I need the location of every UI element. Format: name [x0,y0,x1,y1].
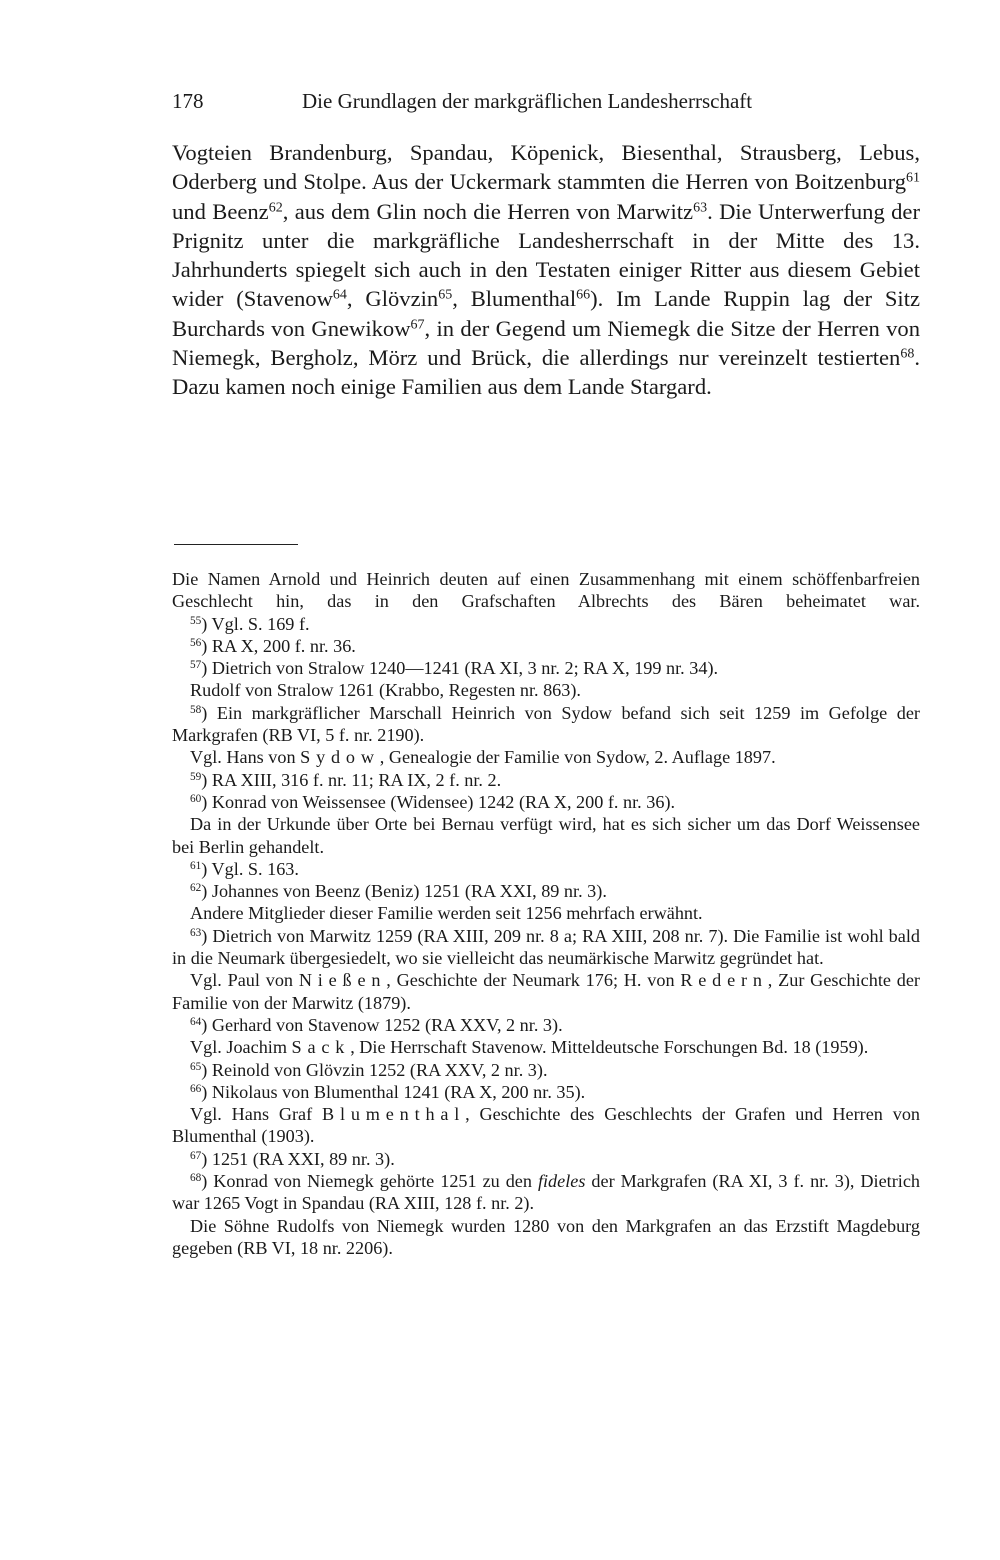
running-header [172,86,920,116]
text-run: . Dazu kamen noch einige Familien aus dem Lande Stargard. [172,345,920,400]
footnote [172,880,920,902]
footnotes [172,568,920,1259]
text-run: Die Namen Arnold und Heinrich deuten auf einen Zusammenhang mit einem schöffenbarfreien Geschlecht hin, das in den Grafschaften Albrechts des Bären beheimatet war. [172,569,920,612]
text-run: ). Im Lande Ruppin lag der Sitz Burchards von Gnewikow [172,286,920,341]
text-run: Die Söhne Rudolfs von Niemegk wurden 1280 von den Markgrafen an das Erzstift Magdeburg gegeben (RB VI, 18 nr. 2206). [172,1215,920,1258]
spaced-author-name: Sydow [300,747,380,768]
footnote-separator [174,544,298,545]
spaced-author-name: Redern [680,970,768,991]
text-run: , Glövzin [346,286,439,312]
text-run: , Blumenthal [452,286,577,312]
footnote-ref: 58 [190,703,202,716]
footnote-ref: 55 [190,614,202,627]
footnote-ref: 64 [332,288,347,304]
spaced-author-name: Sack [291,1037,351,1058]
text-run: ) 1251 (RA XXI, 89 nr. 3). [201,1148,395,1169]
footnote [172,613,920,635]
text-run: , Zur Geschichte der Familie von der Marwitz (1879). [172,970,920,1013]
text-run: Vgl. Joachim [190,1037,292,1058]
footnote [172,813,920,858]
page-number: 178 [172,89,204,113]
text-run: Vgl. Hans von [190,747,301,768]
footnote-ref: 56 [190,637,202,650]
footnote [172,679,920,701]
footnote-ref: 63 [693,200,708,216]
text-run: ) Konrad von Niemegk gehörte 1251 zu den [201,1171,538,1192]
footnote [172,657,920,679]
footnote-ref: 62 [190,882,202,895]
spaced-author-name: Blumenthal [322,1104,466,1125]
footnote-ref: 63 [190,926,202,939]
text-run: ) RA XIII, 316 f. nr. 11; RA IX, 2 f. nr. 2. [201,769,502,790]
footnote [172,1081,920,1103]
spaced-author-name: Nießen [298,970,387,991]
footnote [172,1014,920,1036]
text-run: ) Dietrich von Stralow 1240—1241 (RA XI, 3 nr. 2; RA X, 199 nr. 34). [201,658,719,679]
text-run: ) Vgl. S. 169 f. [201,613,310,634]
footnote-ref: 61 [190,860,202,872]
text-run: Rudolf von Stralow 1261 (Krabbo, Regesten nr. 863). [190,680,581,701]
footnote [172,791,920,813]
text-run: , Geschichte der Neumark 176; H. von [386,970,681,991]
footnote-ref: 66 [576,288,591,304]
main-text [172,138,920,402]
text-run: , Genealogie der Familie von Sydow, 2. Auflage 1897. [379,747,776,768]
text-run: der Markgrafen (RA XI, 3 f. nr. 3), Dietrich war 1265 Vogt in Spandau (RA XIII, 128 f. nr. 2). [172,1171,921,1214]
main-paragraph [172,138,920,402]
text-run: ) Dietrich von Marwitz 1259 (RA XIII, 209 nr. 8 a; RA XIII, 208 nr. 7). Die Familie ist wohl bald in die Neumark übergesiedelt, wo sie vielleicht das neumärkische Marwitz gegründet hat. [172,925,920,969]
footnote-ref: 67 [190,1149,202,1162]
footnote [172,769,920,791]
text-run: Vgl. Paul von [190,970,299,991]
text-run: Vogteien Brandenburg, Spandau, Köpenick, Biesenthal, Strausberg, Lebus, Oderberg und Stolpe. Aus der Uckermark stammten die Herren von Boitzenburg [172,140,920,195]
footnote [172,858,920,880]
text-run: . Die Unterwerfung der Prignitz unter die markgräfliche Landesherrschaft in der Mitte des 13. Jahrhunderts spiegelt sich auch in den Testaten einiger Ritter aus diesem Gebiet wider (Stavenow [172,198,920,312]
text-run: ) Gerhard von Stavenow 1252 (RA XXV, 2 nr. 3). [201,1014,563,1035]
footnote-ref: 62 [268,200,283,216]
footnote-ref: 59 [190,770,202,783]
footnote-ref: 68 [190,1172,202,1185]
footnote-ref: 60 [190,793,202,806]
footnote [172,1215,920,1260]
text-run: ) Ein markgräflicher Marschall Heinrich von Sydow befand sich seit 1259 im Gefolge der Markgrafen (RB VI, 5 f. nr. 2190). [172,702,920,746]
text-run: Vgl. Hans Graf [190,1104,323,1125]
text-run: ) Reinold von Glövzin 1252 (RA XXV, 2 nr. 3). [201,1059,548,1080]
text-run: , Geschichte des Geschlechts der Grafen und Herren von Blumenthal (1903). [172,1104,921,1147]
text-run: , in der Gegend um Niemegk die Sitze der Herren von Niemegk, Bergholz, Mörz und Brück, die allerdings nur vereinzelt testierten [172,315,920,371]
running-title: Die Grundlagen der markgräflichen Landesherrschaft [302,89,753,113]
footnote-ref: 67 [410,317,425,333]
footnote [172,969,920,1014]
text-run: Andere Mitglieder dieser Familie werden seit 1256 mehrfach erwähnt. [190,903,703,924]
footnote-ref: 68 [900,346,915,362]
footnote-ref: 65 [190,1060,202,1073]
footnote [172,635,920,657]
footnote [172,1059,920,1081]
footnote [172,702,920,747]
text-run: Da in der Urkunde über Orte bei Bernau verfügt wird, hat es sich sicher um das Dorf Weissensee bei Berlin gehandelt. [172,814,920,857]
footnote [172,1148,920,1170]
text-run: , aus dem Glin noch die Herren von Marwitz [282,198,694,224]
footnote-ref: 64 [190,1016,202,1029]
text-run: ) Vgl. S. 163. [201,858,299,879]
footnote-ref: 57 [190,659,202,672]
footnote [172,1036,920,1058]
text-run: ) Nikolaus von Blumenthal 1241 (RA X, 200 nr. 35). [201,1081,586,1102]
footnote [172,902,920,924]
text-run: ) Konrad von Weissensee (Widensee) 1242 (RA X, 200 f. nr. 36). [201,791,676,812]
footnote [172,925,920,970]
text-run: ) RA X, 200 f. nr. 36. [201,635,356,656]
footnote [172,568,920,613]
footnote-ref: 66 [190,1082,202,1095]
footnote [172,746,920,768]
footnote [172,1103,920,1148]
footnote [172,1170,920,1215]
italic-term: fideles [537,1171,586,1192]
text-run: ) Johannes von Beenz (Beniz) 1251 (RA XXI, 89 nr. 3). [201,881,607,902]
text-run: , Die Herrschaft Stavenow. Mitteldeutsche Forschungen Bd. 18 (1959). [350,1037,869,1058]
footnote-ref: 61 [906,171,920,187]
footnote-ref: 65 [438,288,453,304]
text-run: und Beenz [172,198,269,224]
